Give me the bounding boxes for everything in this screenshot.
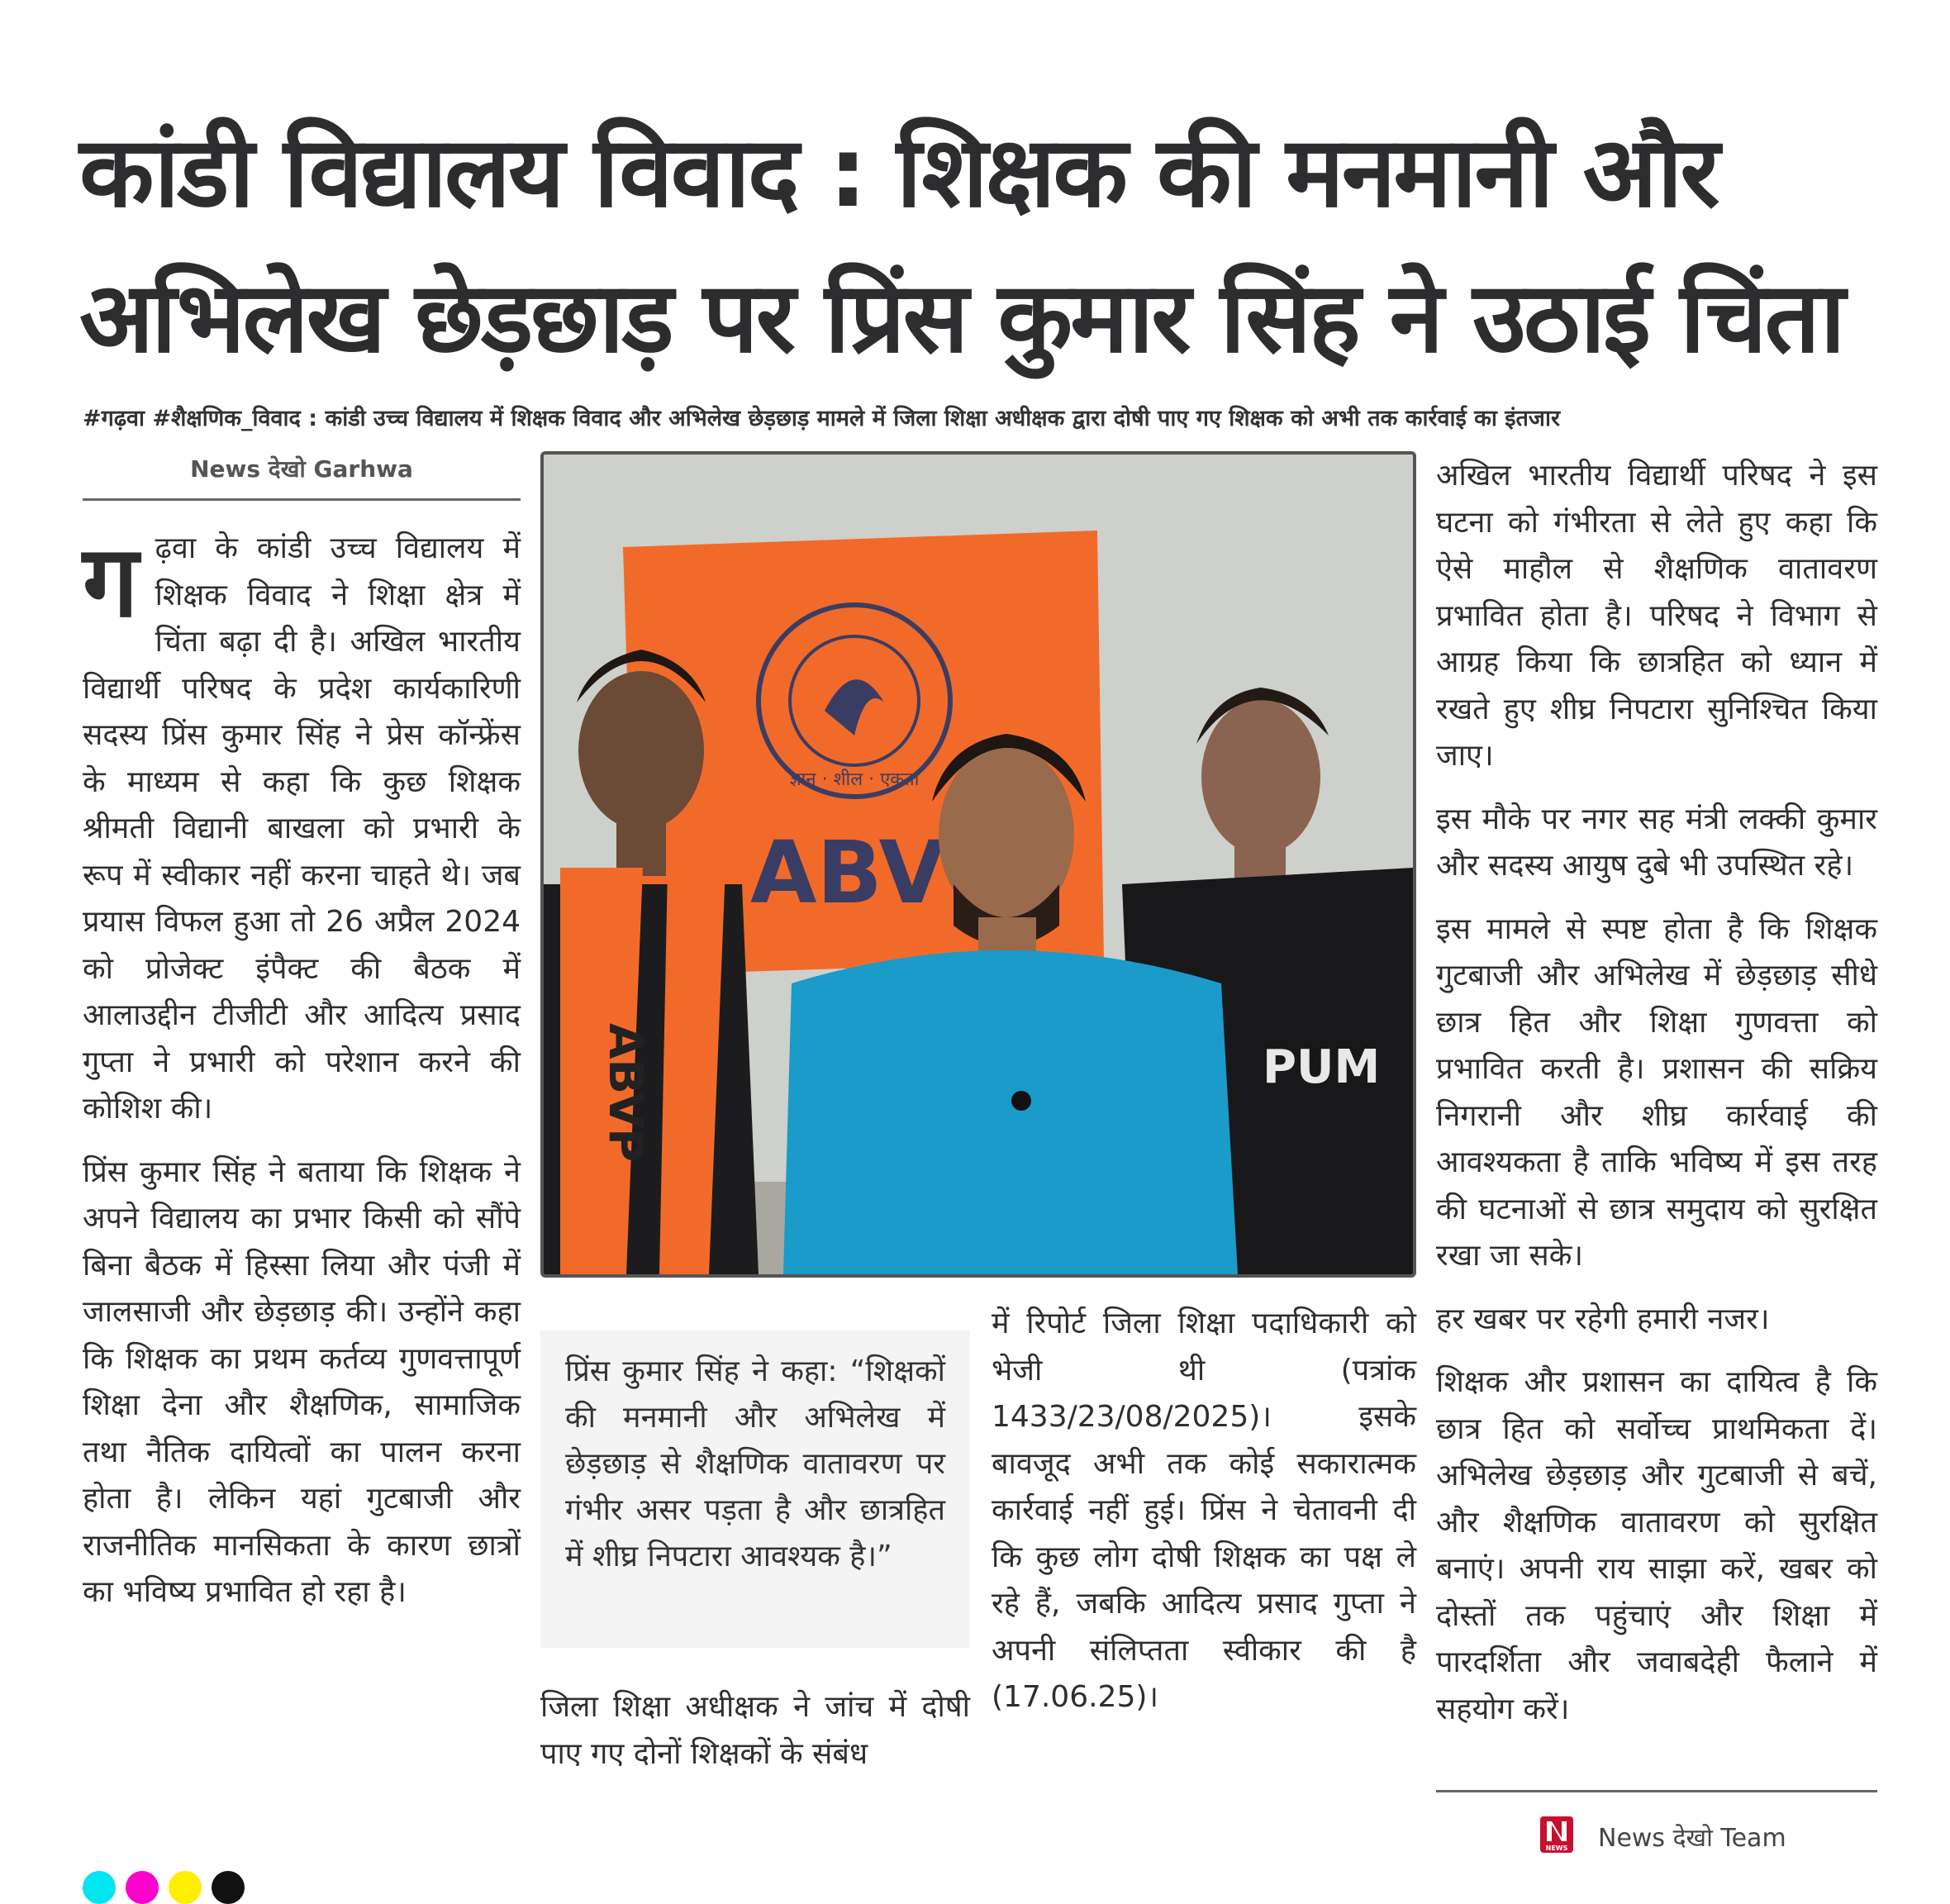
drop-cap: ग [83,525,139,640]
paragraph: अखिल भारतीय विद्यार्थी परिषद ने इस घटना को गंभीरता से लेते हुए कहा कि ऐसे माहौल से शैक्षणिक वातावरण प्रभावित होता है। परिषद ने विभाग से आग्रह किया कि छात्रहित को ध्यान में रखते हुए शीघ्र निपटारा सुनिश्चित किया जाए। [1436,459,1877,773]
paragraph: में रिपोर्ट जिला शिक्षा पदाधिकारी को भेजी थी (पत्रांक 1433/23/08/2025)। इसके बावजूद अभी तक कोई सकारात्मक कार्रवाई नहीं हुई। प्रिंस ने चेतावनी दी कि कुछ लोग दोषी शिक्षक का पक्ष ले रहे हैं, जबकि आदित्य प्रसाद गुप्ता ने अपनी संलिप्तता स्वीकार की है (17.06.25)। [992,1307,1416,1714]
headline: कांडी विद्यालय विवाद : शिक्षक की मनमानी और अभिलेख छेड़छाड़ पर प्रिंस कुमार सिंह ने उठाई चिंता [79,115,1843,374]
footer-credit: News देखो Team [1598,1824,1786,1853]
seal-text: ज्ञान · शील · एकता [789,769,920,790]
footer-rule [1436,1790,1877,1792]
byline: News देखो Garhwa [190,455,413,483]
press-conference-photo [540,451,1416,1278]
pull-quote: प्रिंस कुमार सिंह ने कहा: “शिक्षकों की मनमानी और अभिलेख में छेड़छाड़ से शैक्षणिक वातावरण पर गंभीर असर पड़ता है और छात्रहित में शीघ्र निपटारा आवश्यक है।” [540,1330,970,1648]
paragraph: इस मौके पर नगर सह मंत्री लक्की कुमार और सदस्य आयुष दुबे भी उपस्थित रहे। [1436,802,1877,883]
magenta-dot [126,1871,159,1904]
byline-rule [83,498,521,501]
paragraph: जिला शिक्षा अधीक्षक ने जांच में दोषी पाए गए दोनों शिक्षकों के संबंध [540,1690,970,1771]
column-3 [992,1301,1416,1738]
column-4 [1436,453,1877,1749]
paragraph: इस मामले से स्पष्ट होता है कि शिक्षक गुटबाजी और अभिलेख में छेड़छाड़ सीधे छात्र हित और शिक्षा गुणवत्ता को प्रभावित करती है। प्रशासन की सक्रिय निगरानी और शीघ्र कार्रवाई की आवश्यकता है ताकि भविष्य में इस तरह की घटनाओं से छात्र समुदाय को सुरक्षित रखा जा सके। [1436,912,1877,1273]
cyan-dot [83,1871,116,1904]
scarf-text: ABVP [598,1023,652,1163]
subheadline: #गढ़वा #शैक्षणिक_विवाद : कांडी उच्च विद्यालय में शिक्षक विवाद और अभिलेख छेड़छाड़ मामले में जिला शिक्षा अधीक्षक द्वारा दोषी पाए गए शिक्षक को अभी तक कार्रवाई का इंतजार [83,406,1561,431]
banner-text: ABV [750,822,946,923]
photo-illustration [544,455,1413,1274]
column-1 [83,526,521,1633]
paragraph: हर खबर पर रहेगी हमारी नजर। [1436,1302,1770,1336]
paragraph: प्रिंस कुमार सिंह ने बताया कि शिक्षक ने अपने विद्यालय का प्रभार किसी को सौंपे बिना बैठक में हिस्सा लिया और पंजी में जालसाजी और छेड़छाड़ की। उन्होंने कहा कि शिक्षक का प्रथम कर्तव्य गुणवत्तापूर्ण शिक्षा देना और शैक्षणिक, सामाजिक तथा नैतिक दायित्वों का पालन करना होता है। लेकिन यहां गुटबाजी और राजनीतिक मानसिकता के कारण छात्रों का भविष्य प्रभावित हो रहा है। [83,1154,521,1609]
column-2 [540,1684,970,1794]
news-logo-icon [1540,1816,1573,1853]
logo-text: NEWS [1545,1844,1568,1852]
black-dot [212,1871,245,1904]
yellow-dot [169,1871,202,1904]
paragraph: शिक्षक और प्रशासन का दायित्व है कि छात्र हित को सर्वोच्च प्राथमिकता दें। अभिलेख छेड़छाड़ और गुटबाजी से बचें, और शैक्षणिक वातावरण को सुरक्षित बनाएं। अपनी राय साझा करें, खबर को दोस्तों तक पहुंचाएं और शिक्षा में पारदर्शिता और जवाबदेही फैलाने में सहयोग करें। [1436,1365,1877,1726]
shirt-text: PUM [1263,1040,1381,1094]
paragraph-text: ढ़वा के कांडी उच्च विद्यालय में शिक्षक विवाद ने शिक्षा क्षेत्र में चिंता बढ़ा दी है। अखिल भारतीय विद्यार्थी परिषद के प्रदेश कार्यकारिणी सदस्य प्रिंस कुमार सिंह ने प्रेस कॉन्फ्रेंस के माध्यम से कहा कि कुछ शिक्षक श्रीमती विद्यानी बाखला को प्रभारी के रूप में स्वीकार नहीं करना चाहते थे। जब प्रयास विफल हुआ तो 26 अप्रैल 2024 को प्रोजेक्ट इंपैक्ट की बैठक में आलाउद्दीन टीजीटी और आदित्य प्रसाद गुप्ता ने प्रभारी को परेशान करने की कोशिश की। [83,531,521,1126]
paragraph [83,526,521,1133]
